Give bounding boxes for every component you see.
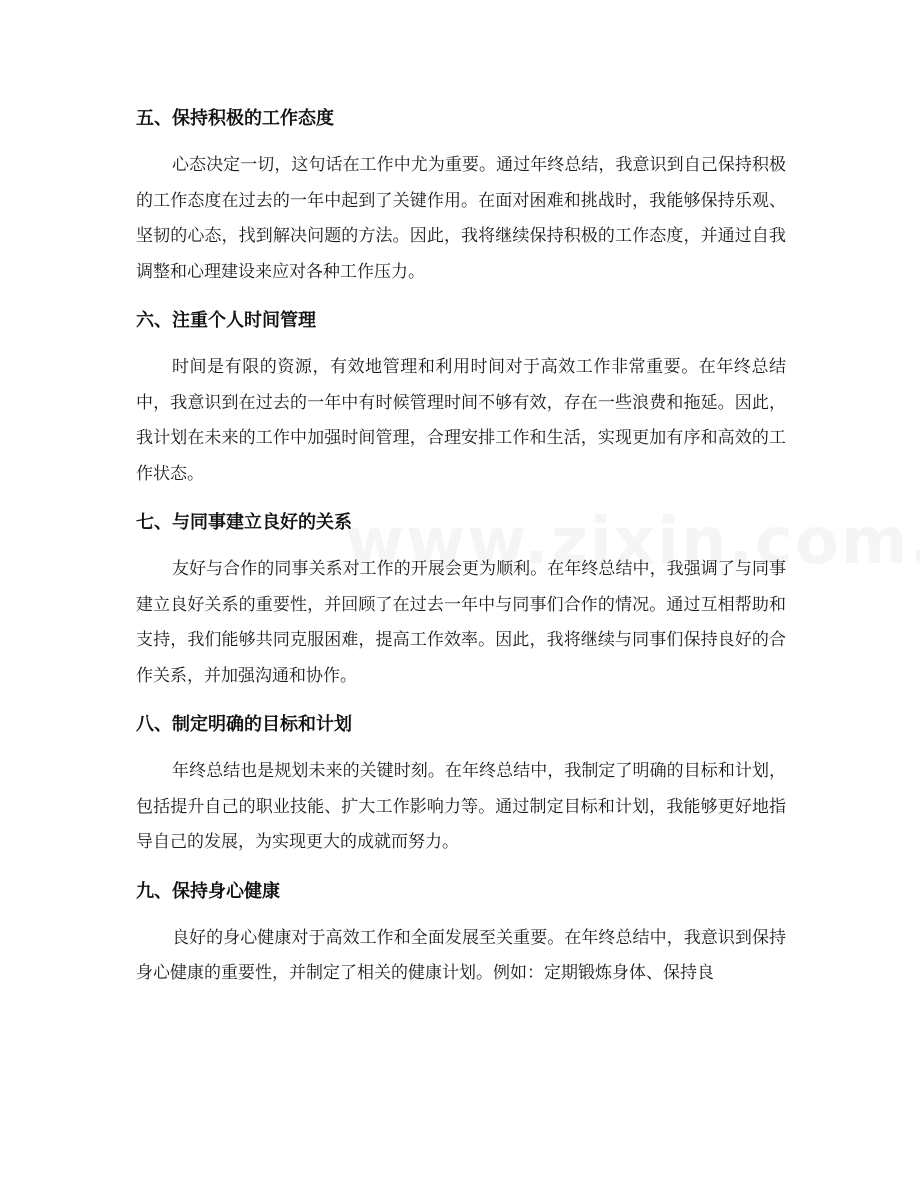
section-heading: 九、保持身心健康 <box>136 880 280 902</box>
section-heading: 八、制定明确的目标和计划 <box>136 714 352 735</box>
section-7 <box>136 508 786 694</box>
section-5 <box>136 104 786 290</box>
section-paragraph: 心态决定一切，这句话在工作中尤为重要。通过年终总结，我意识到自己保持积极的工作态度在过去的一年中起到了关键作用。在面对困难和挑战时，我能够保持乐观、坚韧的心态，找到解决问题的方法。因此，我将继续保持积极的工作态度，并通过自我调整和心理建设来应对各种工作压力。 <box>136 155 786 282</box>
section-9 <box>136 877 786 992</box>
section-heading: 六、注重个人时间管理 <box>136 310 316 331</box>
section-heading: 五、保持积极的工作态度 <box>136 108 334 129</box>
section-8 <box>136 710 786 861</box>
section-paragraph: 时间是有限的资源，有效地管理和利用时间对于高效工作非常重要。在年终总结中，我意识到在过去的一年中有时候管理时间不够有效，存在一些浪费和拖延。因此，我计划在未来的工作中加强时间管理，合理安排工作和生活，实现更加有序和高效的工作状态。 <box>136 357 786 484</box>
section-paragraph: 良好的身心健康对于高效工作和全面发展至关重要。在年终总结中，我意识到保持身心健康的重要性，并制定了相关的健康计划。例如：定期锻炼身体、保持良 <box>136 927 786 983</box>
section-6 <box>136 306 786 492</box>
section-paragraph: 年终总结也是规划未来的关键时刻。在年终总结中，我制定了明确的目标和计划，包括提升自己的职业技能、扩大工作影响力等。通过制定目标和计划，我能够更好地指导自己的发展，为实现更大的成就而努力。 <box>136 761 786 852</box>
section-heading: 七、与同事建立良好的关系 <box>136 512 352 533</box>
section-paragraph: 友好与合作的同事关系对工作的开展会更为顺利。在年终总结中，我强调了与同事建立良好关系的重要性，并回顾了在过去一年中与同事们合作的情况。通过互相帮助和支持，我们能够共同克服困难，提高工作效率。因此，我将继续与同事们保持良好的合作关系，并加强沟通和协作。 <box>136 559 786 686</box>
document-content <box>136 104 786 992</box>
